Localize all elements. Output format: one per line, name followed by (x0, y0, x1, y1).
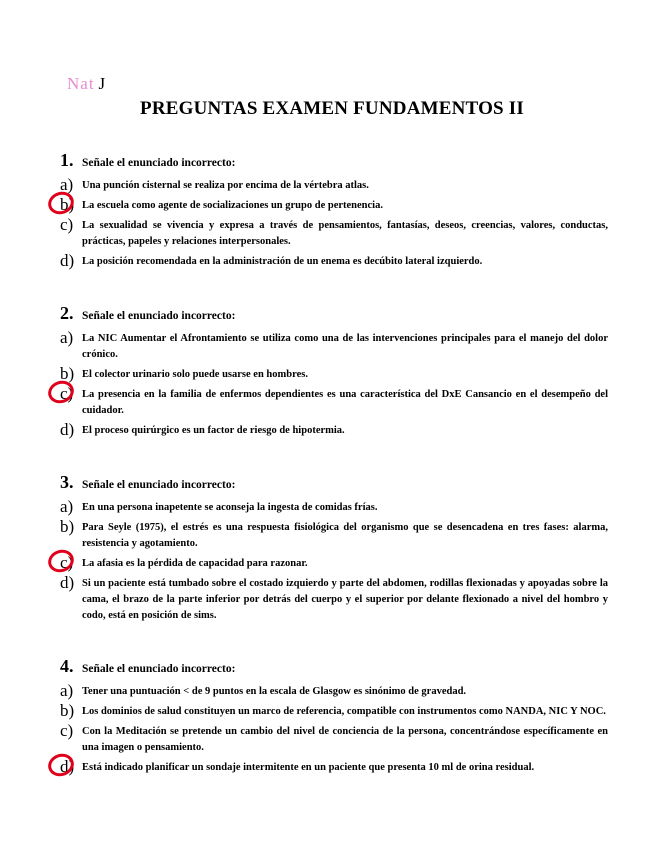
question-number: 3. (60, 472, 74, 492)
page-title: PREGUNTAS EXAMEN FUNDAMENTOS II (140, 98, 524, 119)
option-text: Una punción cisternal se realiza por encima de la vértebra atlas. (82, 180, 369, 191)
option-letter: a) (60, 175, 74, 194)
answer-option (60, 421, 608, 439)
answer-option (60, 554, 608, 572)
answer-option (60, 574, 608, 624)
answer-option (60, 329, 608, 363)
option-text: La NIC Aumentar el Afrontamiento se utiliza como una de las intervenciones principales para el manejo del dolor crónico. (82, 333, 608, 360)
question-4 (60, 656, 608, 776)
option-letter: d) (60, 420, 75, 439)
answer-option (60, 196, 608, 214)
option-letter: a) (60, 681, 74, 700)
answer-option (60, 498, 608, 516)
answer-option (60, 758, 608, 776)
option-letter: b) (60, 701, 75, 720)
option-text: La afasia es la pérdida de capacidad para razonar. (82, 558, 308, 569)
option-letter: a) (60, 328, 74, 347)
question-stem: Señale el enunciado incorrecto: (82, 310, 236, 322)
answer-option (60, 365, 608, 383)
option-text: Para Seyle (1975), el estrés es una respuesta fisiológica del organismo que se desencadena en tres fases: alarma, resistencia y agotamiento. (82, 522, 608, 549)
author-name (67, 74, 106, 94)
option-text: La presencia en la familia de enfermos dependientes es una característica del DxE Cansancio en el desempeño del cuidador. (82, 389, 608, 416)
author-first: Nat (67, 74, 95, 93)
question-stem: Señale el enunciado incorrecto: (82, 479, 236, 491)
option-letter: d) (60, 757, 75, 776)
option-text: Si un paciente está tumbado sobre el costado izquierdo y parte del abdomen, rodillas flexionadas y apoyadas sobre la cama, el brazo de la parte inferior por detrás del cuerpo y el superior por delante flexionado a nivel del hombro y codo, está en posición de sims. (82, 578, 608, 621)
question-number: 4. (60, 656, 74, 676)
option-text: La sexualidad se vivencia y expresa a través de pensamientos, fantasías, deseos, creencias, valores, conductas, prácticas, papeles y relaciones interpersonales. (82, 220, 608, 247)
question-number: 1. (60, 150, 74, 170)
answer-option (60, 702, 608, 720)
option-letter: d) (60, 573, 75, 592)
answer-option (60, 252, 608, 270)
option-text: El proceso quirúrgico es un factor de riesgo de hipotermia. (82, 425, 345, 436)
option-letter: b) (60, 195, 75, 214)
question-stem: Señale el enunciado incorrecto: (82, 157, 236, 169)
option-text: En una persona inapetente se aconseja la ingesta de comidas frías. (82, 502, 378, 513)
answer-option (60, 682, 608, 700)
question-header (60, 656, 608, 680)
question-3 (60, 472, 608, 624)
option-letter: c) (60, 215, 74, 234)
question-number: 2. (60, 303, 74, 323)
option-letter: c) (60, 553, 74, 572)
question-header (60, 472, 608, 496)
option-text: Los dominios de salud constituyen un marco de referencia, compatible con instrumentos como NANDA, NIC Y NOC. (82, 706, 606, 717)
option-letter: a) (60, 497, 74, 516)
question-1 (60, 150, 608, 270)
option-text: Con la Meditación se pretende un cambio del nivel de conciencia de la persona, concentrándose específicamente en una imagen o pensamiento. (82, 726, 608, 753)
answer-option (60, 722, 608, 756)
question-header (60, 150, 608, 174)
author-last: J (98, 74, 107, 93)
answer-option (60, 385, 608, 419)
option-text: Tener una puntuación < de 9 puntos en la escala de Glasgow es sinónimo de gravedad. (82, 686, 467, 697)
option-letter: b) (60, 517, 75, 536)
option-letter: c) (60, 721, 74, 740)
option-letter: b) (60, 364, 75, 383)
answer-option (60, 176, 608, 194)
option-text: La escuela como agente de socializaciones un grupo de pertenencia. (82, 200, 383, 211)
question-stem: Señale el enunciado incorrecto: (82, 663, 236, 675)
question-2 (60, 303, 608, 439)
question-header (60, 303, 608, 327)
option-text: El colector urinario solo puede usarse en hombres. (82, 369, 308, 380)
option-text: La posición recomendada en la administración de un enema es decúbito lateral izquierdo. (82, 256, 483, 267)
answer-option (60, 518, 608, 552)
option-text: Está indicado planificar un sondaje intermitente en un paciente que presenta 10 ml de orina residual. (82, 762, 535, 773)
answer-option (60, 216, 608, 250)
option-letter: c) (60, 384, 74, 403)
option-letter: d) (60, 251, 75, 270)
